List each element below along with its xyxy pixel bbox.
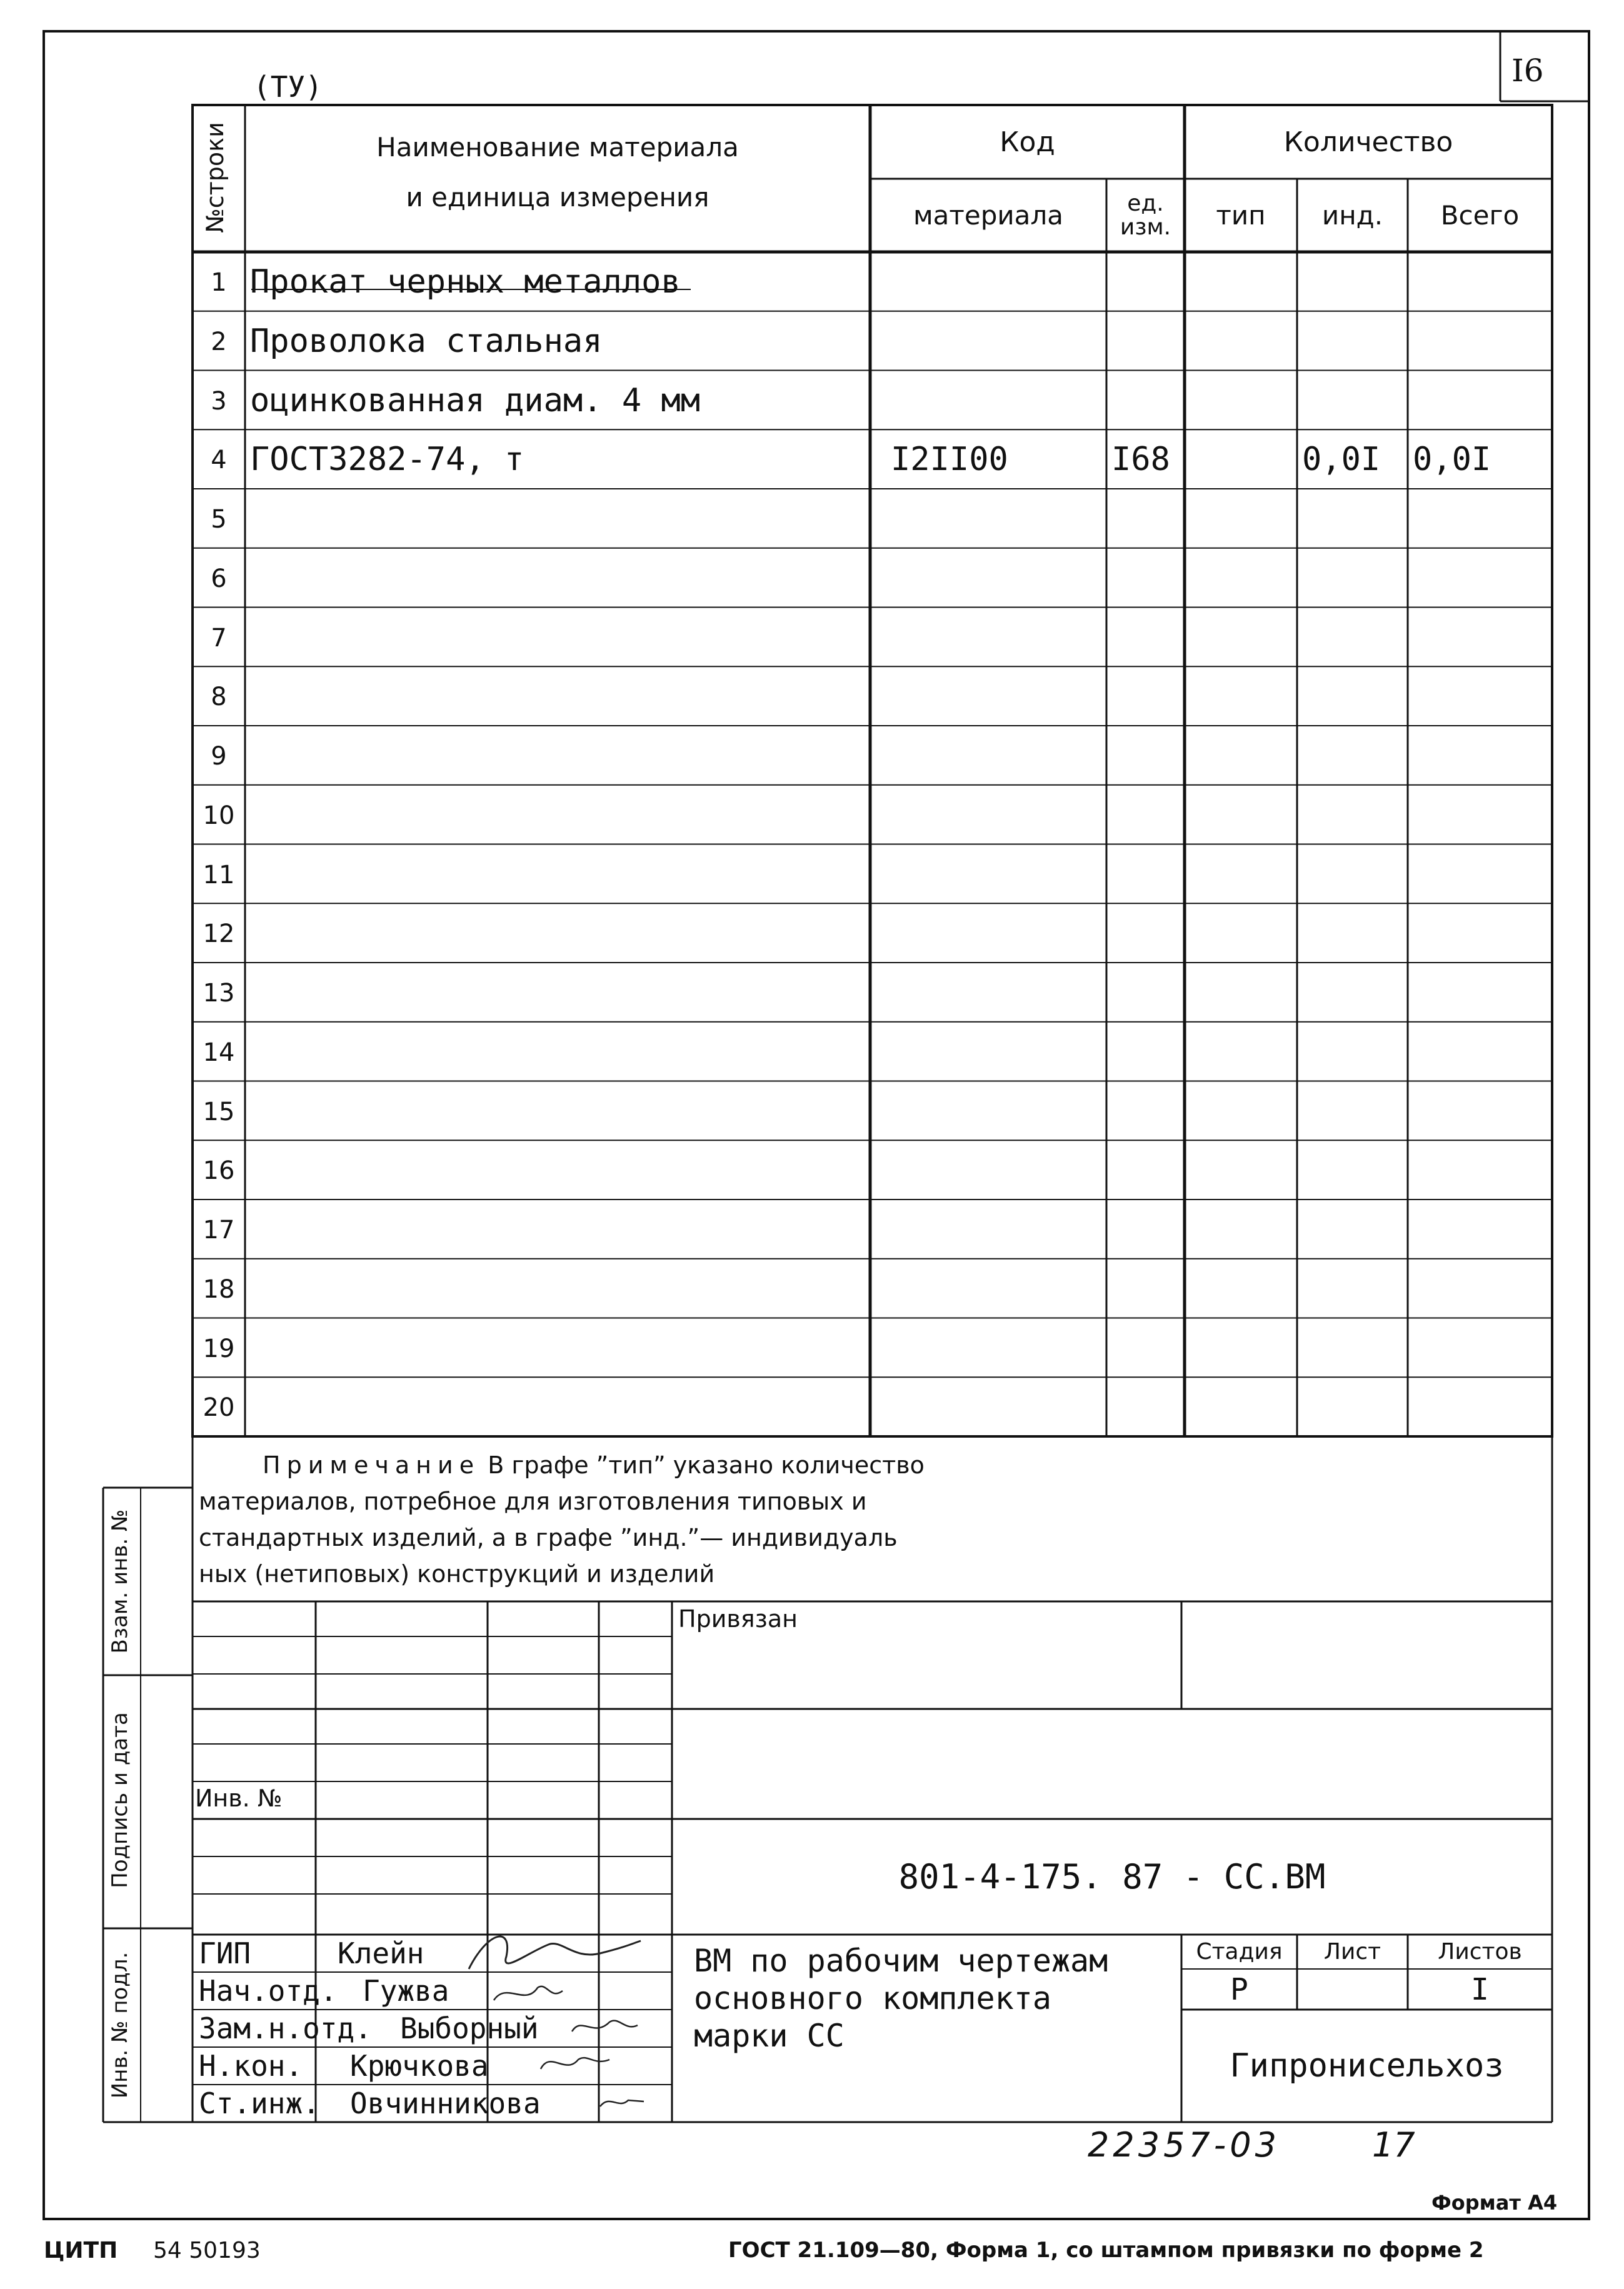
sheet-value: [1297, 1969, 1408, 2010]
row-number: 4: [211, 446, 227, 475]
row-number: 15: [203, 1097, 235, 1126]
row-number: 7: [211, 623, 227, 653]
header-name-unit: и единица измерения: [406, 181, 709, 213]
note-line-2: материалов, потребное для изготовления типовых и: [199, 1488, 867, 1515]
header-row-number: №строки: [201, 122, 229, 233]
row-number: 17: [203, 1216, 235, 1245]
signer-role: Нач.отд.: [199, 1974, 338, 2008]
header-name: Наименование материала: [376, 131, 739, 163]
archive-number: 22357-03: [1088, 2125, 1280, 2165]
signer-name: Крючкова: [350, 2049, 489, 2083]
row-unit-code: I68: [1111, 441, 1170, 479]
row-number: 19: [203, 1334, 235, 1363]
signer-name: Овчинникова: [350, 2086, 541, 2120]
row-number: 10: [203, 801, 235, 830]
row-number: 1: [211, 268, 227, 297]
row-number: 9: [211, 742, 227, 771]
document-code: 801-4-175. 87 - СС.ВМ: [898, 1857, 1326, 1896]
sheet-number: I6: [1511, 53, 1544, 89]
row-qty-total: 0,0I: [1413, 441, 1491, 479]
organization: Гипронисельхоз: [1230, 2047, 1504, 2085]
signer-name: Выборный: [400, 2011, 539, 2045]
privyazan-label: Привязан: [678, 1605, 798, 1633]
sheet-label: Лист: [1323, 1939, 1381, 1965]
header-qty-total: Всего: [1440, 200, 1520, 231]
signer-name: Клейн: [338, 1936, 424, 1970]
row-number: 14: [203, 1038, 235, 1067]
drawing-title-1: ВМ по рабочим чертежам: [694, 1943, 1108, 1979]
row-number: 16: [203, 1156, 235, 1186]
row-material-name: Прокат черных металлов: [250, 263, 681, 301]
side-label-vzam: Взам. инв. №: [108, 1509, 133, 1654]
note-line-4: ных (нетиповых) конструкций и изделий: [199, 1560, 715, 1588]
sheets-label: Листов: [1438, 1939, 1522, 1965]
header-quantity: Количество: [1283, 126, 1453, 158]
signer-name: Гужва: [363, 1974, 449, 2008]
row-number: 13: [203, 979, 235, 1008]
row-number: 11: [203, 860, 235, 889]
note-line-1: [263, 1451, 925, 1479]
note-label: Примечание: [263, 1451, 481, 1479]
row-number: 3: [211, 386, 227, 416]
row-material-code: I2II00: [891, 441, 1008, 479]
row-number: 5: [211, 505, 227, 534]
header-qty-ind: инд.: [1321, 200, 1383, 231]
row-number: 2: [211, 327, 227, 356]
side-label-podpis: Подпись и дата: [108, 1712, 133, 1888]
footer-code: 54 50193: [153, 2238, 261, 2263]
header-code-material: материала: [913, 200, 1063, 231]
side-label-inv-podl: Инв. № подл.: [108, 1951, 133, 2099]
note-text-1: В графе ”тип” указано количество: [488, 1451, 925, 1479]
row-number: 6: [211, 564, 227, 593]
header-code: Код: [1000, 126, 1055, 158]
row-number: 20: [203, 1393, 235, 1423]
format-label: Формат А4: [1431, 2191, 1558, 2215]
row-number: 18: [203, 1275, 235, 1304]
archive-page: 17: [1372, 2125, 1415, 2165]
drawing-title-3: марки СС: [694, 2018, 845, 2054]
row-material-name: оцинкованная диам. 4 мм: [250, 381, 701, 419]
row-number: 8: [211, 683, 227, 712]
footer-standard: ГОСТ 21.109—80, Форма 1, со штампом привязки по форме 2: [728, 2238, 1484, 2263]
row-material-name: ГОСТ3282-74, т: [250, 441, 524, 479]
footer-org: ЦИТП: [44, 2238, 118, 2263]
signer-role: Н.кон.: [199, 2049, 303, 2083]
header-code-unit: ед. изм.: [1120, 190, 1171, 240]
signer-role: ГИП: [199, 1936, 251, 1970]
header-qty-type: тип: [1216, 200, 1266, 231]
sheets-value: I: [1471, 1971, 1489, 2007]
note-line-3: стандартных изделий, а в графе ”инд.”— индивидуаль: [199, 1524, 898, 1551]
stage-label: Стадия: [1196, 1939, 1283, 1965]
row-qty-ind: 0,0I: [1302, 441, 1381, 479]
top-mark: (ТУ): [253, 70, 323, 104]
row-number: 12: [203, 919, 235, 949]
inv-no-label: Инв. №: [195, 1785, 283, 1812]
stage-value: Р: [1230, 1971, 1248, 2007]
signer-role: Зам.н.отд.: [199, 2011, 372, 2045]
row-material-name: Проволока стальная: [250, 322, 603, 360]
signer-role: Ст.инж.: [199, 2086, 320, 2120]
drawing-title-2: основного комплекта: [694, 1980, 1051, 2016]
